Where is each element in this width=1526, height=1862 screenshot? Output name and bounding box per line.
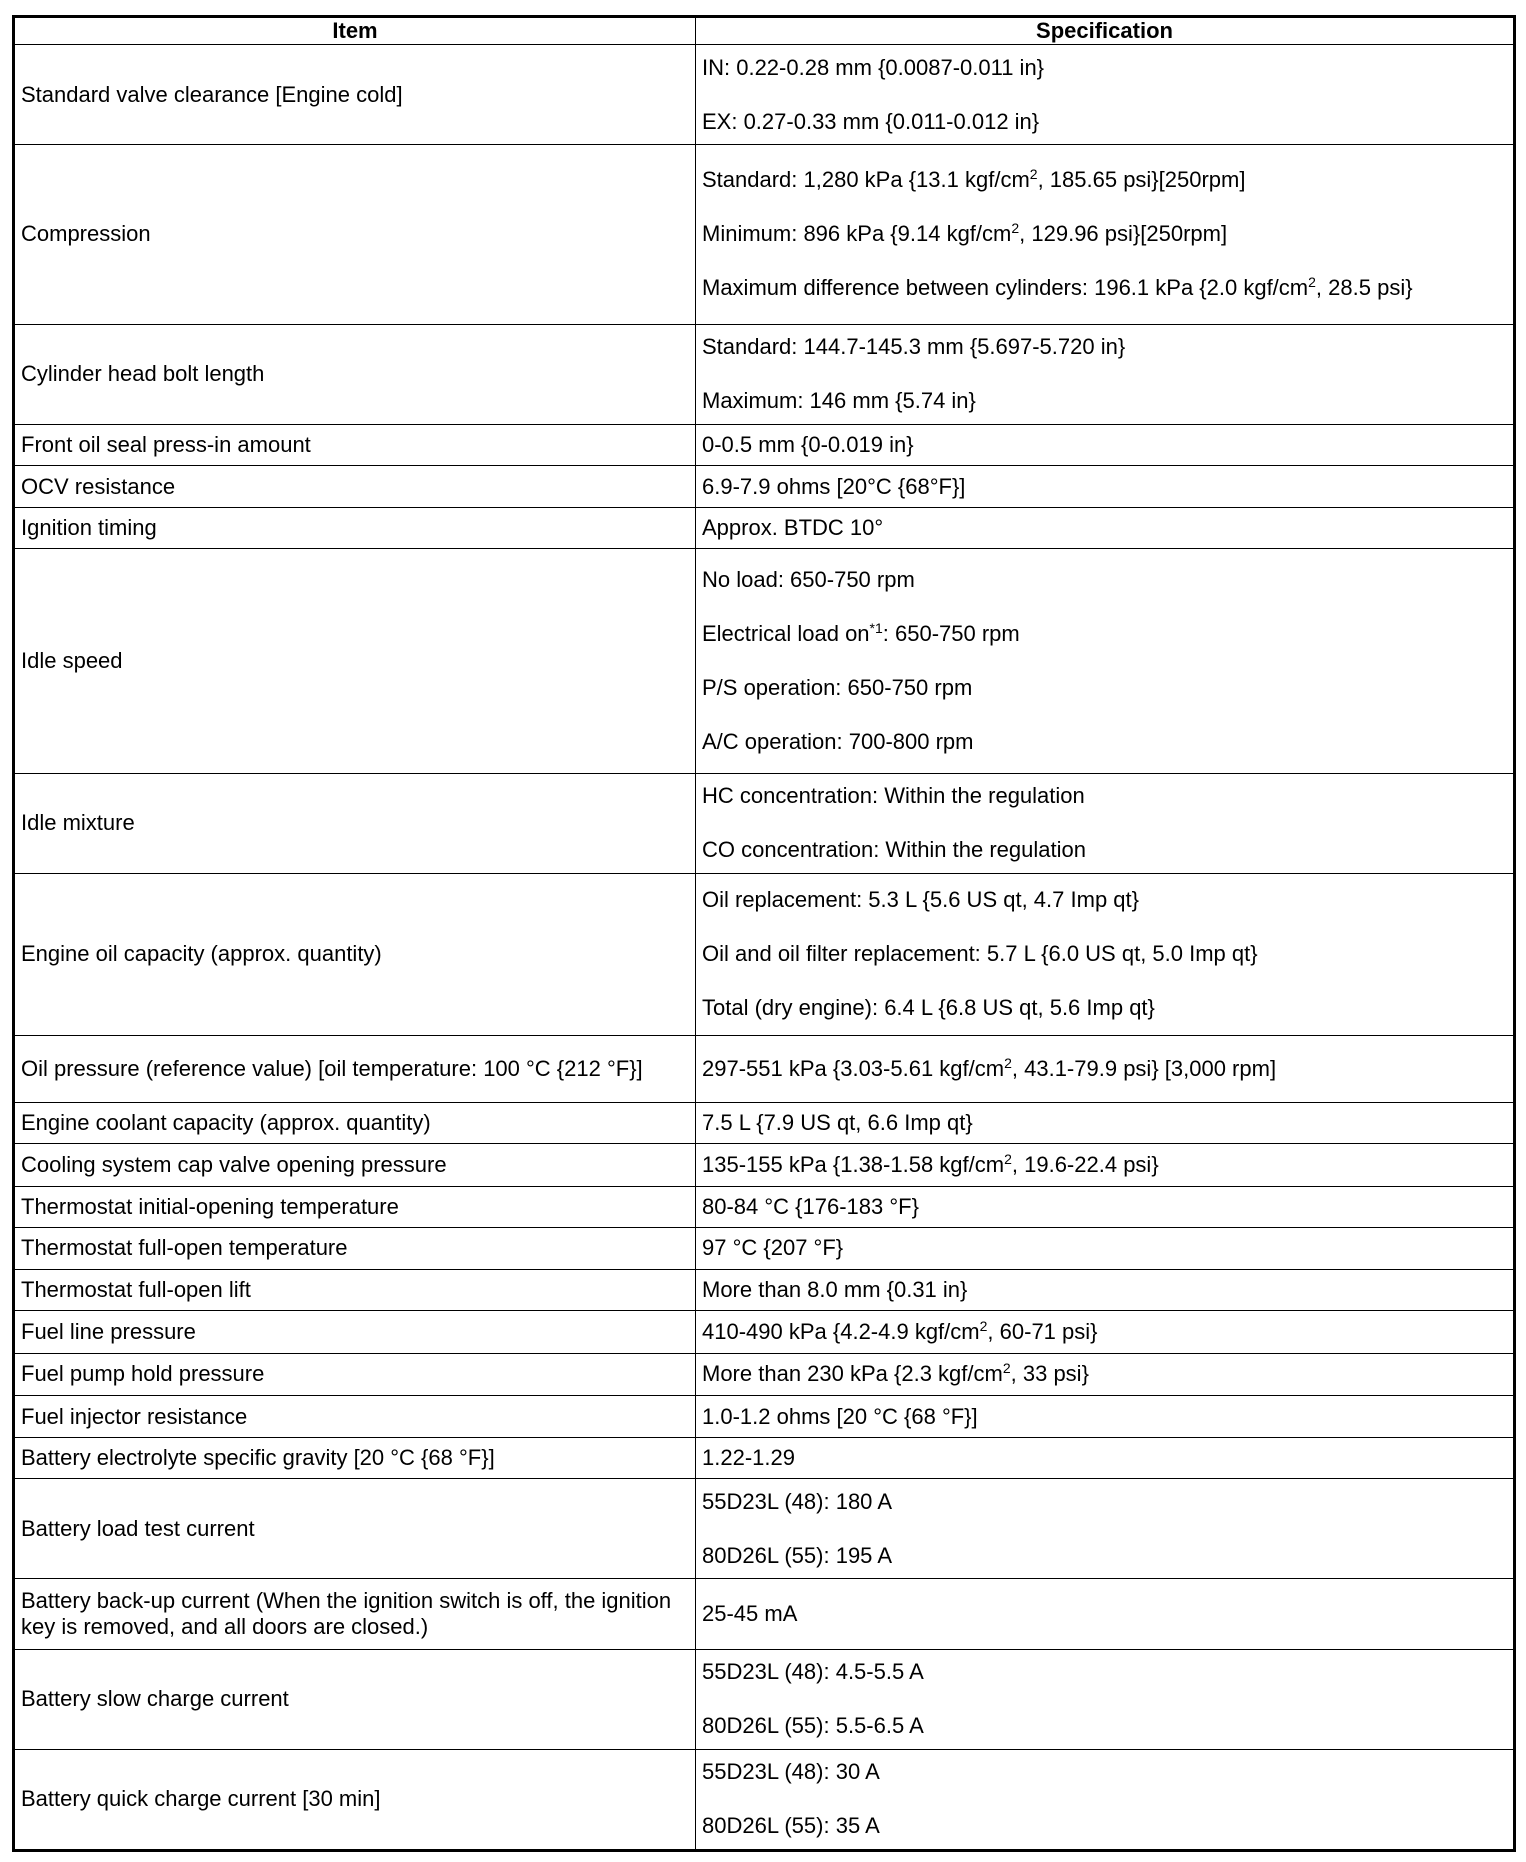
specification-text: A/C operation: 700-800 rpm bbox=[702, 728, 974, 754]
table-row bbox=[14, 1649, 1515, 1749]
item-cell: Fuel injector resistance bbox=[14, 1396, 696, 1437]
specification-line bbox=[702, 1445, 1507, 1471]
specification-line bbox=[702, 1601, 1507, 1627]
item-cell: Compression bbox=[14, 145, 696, 325]
specification-line bbox=[702, 474, 1507, 500]
table-row bbox=[14, 549, 1515, 773]
specification-cell bbox=[696, 1269, 1515, 1310]
specification-text: Oil and oil filter replacement: 5.7 L {6.0 US qt, 5.0 Imp qt} bbox=[702, 941, 1258, 967]
specification-line bbox=[702, 941, 1507, 967]
specification-text: 410-490 kPa {4.2-4.9 kgf/cm bbox=[702, 1318, 980, 1344]
specification-text: EX: 0.27-0.33 mm {0.011-0.012 in} bbox=[702, 108, 1040, 134]
specification-line bbox=[702, 1404, 1507, 1430]
superscript: 2 bbox=[1011, 220, 1020, 237]
table-row bbox=[14, 45, 1515, 145]
specification-column-header: Specification bbox=[696, 17, 1515, 45]
table-header-row bbox=[14, 17, 1515, 45]
specification-cell bbox=[696, 45, 1515, 145]
specification-line bbox=[702, 887, 1507, 913]
superscript: 2 bbox=[1029, 166, 1038, 183]
specification-line bbox=[702, 109, 1507, 135]
specification-line bbox=[702, 1110, 1507, 1136]
specification-text: , 33 psi} bbox=[1010, 1361, 1089, 1387]
specification-text: More than 230 kPa {2.3 kgf/cm bbox=[702, 1361, 1003, 1387]
superscript: 2 bbox=[1308, 274, 1316, 291]
specification-line bbox=[702, 1152, 1507, 1178]
item-cell: Fuel line pressure bbox=[14, 1311, 696, 1354]
table-row bbox=[14, 1144, 1515, 1187]
table-row bbox=[14, 1311, 1515, 1354]
item-cell: Engine coolant capacity (approx. quantity) bbox=[14, 1102, 696, 1143]
specification-line bbox=[702, 783, 1507, 809]
item-cell: Thermostat full-open temperature bbox=[14, 1228, 696, 1269]
specification-cell bbox=[696, 466, 1515, 507]
specification-line bbox=[702, 1319, 1507, 1345]
specification-text: 0-0.5 mm {0-0.019 in} bbox=[702, 432, 914, 458]
specification-text: , 19.6-22.4 psi} bbox=[1011, 1152, 1159, 1178]
specification-line bbox=[702, 1659, 1507, 1685]
table-row bbox=[14, 1228, 1515, 1269]
specification-text: , 60-71 psi} bbox=[987, 1318, 1098, 1344]
specification-line bbox=[702, 55, 1507, 81]
specification-text: , 185.65 psi}[250rpm] bbox=[1037, 167, 1246, 193]
specification-cell bbox=[696, 1579, 1515, 1649]
specification-line bbox=[702, 1056, 1507, 1082]
table-body bbox=[14, 45, 1515, 1851]
specification-cell bbox=[696, 324, 1515, 424]
item-cell: Engine oil capacity (approx. quantity) bbox=[14, 873, 696, 1035]
item-cell: Front oil seal press-in amount bbox=[14, 424, 696, 465]
specification-text: 80D26L (55): 195 A bbox=[702, 1542, 892, 1568]
specification-cell bbox=[696, 1036, 1515, 1103]
specification-line bbox=[702, 1713, 1507, 1739]
specification-line bbox=[702, 1813, 1507, 1839]
specification-text: More than 8.0 mm {0.31 in} bbox=[702, 1276, 968, 1302]
item-column-header: Item bbox=[14, 17, 696, 45]
specification-line bbox=[702, 729, 1507, 755]
specification-cell bbox=[696, 424, 1515, 465]
specification-text: 80D26L (55): 35 A bbox=[702, 1813, 880, 1839]
specification-cell bbox=[696, 1144, 1515, 1187]
specification-text: Standard: 144.7-145.3 mm {5.697-5.720 in} bbox=[702, 334, 1126, 360]
specification-text: Standard: 1,280 kPa {13.1 kgf/cm bbox=[702, 167, 1030, 193]
item-cell: Idle mixture bbox=[14, 773, 696, 873]
specification-text: 1.22-1.29 bbox=[702, 1444, 795, 1470]
table-row bbox=[14, 1579, 1515, 1649]
specification-text: 297-551 kPa {3.03-5.61 kgf/cm bbox=[702, 1055, 1005, 1081]
specification-cell bbox=[696, 1353, 1515, 1396]
specification-line bbox=[702, 1361, 1507, 1387]
specification-cell bbox=[696, 1311, 1515, 1354]
table-row bbox=[14, 466, 1515, 507]
item-cell: Battery load test current bbox=[14, 1479, 696, 1579]
specification-line bbox=[702, 621, 1507, 647]
specification-text: 80-84 °C {176-183 °F} bbox=[702, 1194, 919, 1220]
specification-table bbox=[12, 15, 1516, 1852]
specification-text: 55D23L (48): 180 A bbox=[702, 1488, 892, 1514]
specification-line bbox=[702, 167, 1507, 193]
superscript: 2 bbox=[979, 1317, 988, 1334]
item-cell: Cylinder head bolt length bbox=[14, 324, 696, 424]
specification-line bbox=[702, 275, 1507, 301]
specification-cell bbox=[696, 1479, 1515, 1579]
specification-text: Minimum: 896 kPa {9.14 kgf/cm bbox=[702, 221, 1012, 247]
specification-text: 135-155 kPa {1.38-1.58 kgf/cm bbox=[702, 1152, 1005, 1178]
item-cell: Thermostat initial-opening temperature bbox=[14, 1186, 696, 1227]
specification-text: 97 °C {207 °F} bbox=[702, 1235, 844, 1261]
superscript: 2 bbox=[1002, 1360, 1011, 1377]
specification-cell bbox=[696, 1228, 1515, 1269]
specification-text: CO concentration: Within the regulation bbox=[702, 837, 1086, 863]
table-row bbox=[14, 1269, 1515, 1310]
table-row bbox=[14, 773, 1515, 873]
specification-cell bbox=[696, 1396, 1515, 1437]
item-cell: Battery quick charge current [30 min] bbox=[14, 1749, 696, 1850]
item-cell: Thermostat full-open lift bbox=[14, 1269, 696, 1310]
table-row bbox=[14, 1102, 1515, 1143]
specification-cell bbox=[696, 1186, 1515, 1227]
specification-text: Oil replacement: 5.3 L {5.6 US qt, 4.7 Imp qt} bbox=[702, 887, 1139, 913]
specification-text: 7.5 L {7.9 US qt, 6.6 Imp qt} bbox=[702, 1110, 973, 1136]
specification-text: 55D23L (48): 4.5-5.5 A bbox=[702, 1659, 924, 1685]
superscript: 2 bbox=[1004, 1054, 1012, 1071]
specification-text: , 28.5 psi} bbox=[1315, 275, 1413, 301]
specification-cell bbox=[696, 1102, 1515, 1143]
specification-line bbox=[702, 567, 1507, 593]
specification-text: P/S operation: 650-750 rpm bbox=[702, 674, 973, 700]
specification-cell bbox=[696, 773, 1515, 873]
table-row bbox=[14, 1353, 1515, 1396]
table-row bbox=[14, 324, 1515, 424]
table-row bbox=[14, 1186, 1515, 1227]
specification-text: : 650-750 rpm bbox=[882, 620, 1020, 646]
table-row bbox=[14, 424, 1515, 465]
item-cell: Battery back-up current (When the ignition switch is off, the ignition key is removed, and all doors are closed.) bbox=[14, 1579, 696, 1649]
specification-cell bbox=[696, 1749, 1515, 1850]
specification-text: 55D23L (48): 30 A bbox=[702, 1759, 880, 1785]
specification-text: Total (dry engine): 6.4 L {6.8 US qt, 5.6 Imp qt} bbox=[702, 995, 1155, 1021]
table-row bbox=[14, 1749, 1515, 1850]
specification-cell bbox=[696, 1649, 1515, 1749]
superscript: 2 bbox=[1004, 1151, 1012, 1168]
specification-line bbox=[702, 334, 1507, 360]
item-cell: Cooling system cap valve opening pressure bbox=[14, 1144, 696, 1187]
specification-line bbox=[702, 515, 1507, 541]
specification-cell bbox=[696, 145, 1515, 325]
specification-cell bbox=[696, 1437, 1515, 1478]
specification-text: Maximum: 146 mm {5.74 in} bbox=[702, 388, 976, 414]
specification-line bbox=[702, 1235, 1507, 1261]
specification-text: 1.0-1.2 ohms [20 °C {68 °F}] bbox=[702, 1403, 978, 1429]
specification-text: Maximum difference between cylinders: 196.1 kPa {2.0 kgf/cm bbox=[702, 275, 1309, 301]
specification-text: , 43.1-79.9 psi} [3,000 rpm] bbox=[1011, 1055, 1277, 1081]
specification-text: HC concentration: Within the regulation bbox=[702, 783, 1085, 809]
specification-line bbox=[702, 1759, 1507, 1785]
table-row bbox=[14, 145, 1515, 325]
table-row bbox=[14, 1437, 1515, 1478]
item-cell: Oil pressure (reference value) [oil temperature: 100 °C {212 °F}] bbox=[14, 1036, 696, 1103]
specification-text: IN: 0.22-0.28 mm {0.0087-0.011 in} bbox=[702, 54, 1045, 80]
specification-line bbox=[702, 221, 1507, 247]
table-row bbox=[14, 1479, 1515, 1579]
item-cell: Battery electrolyte specific gravity [20 °C {68 °F}] bbox=[14, 1437, 696, 1478]
specification-line bbox=[702, 388, 1507, 414]
specification-line bbox=[702, 1277, 1507, 1303]
table-row bbox=[14, 1036, 1515, 1103]
specification-line bbox=[702, 432, 1507, 458]
specification-text: , 129.96 psi}[250rpm] bbox=[1019, 221, 1228, 247]
table-row bbox=[14, 507, 1515, 548]
specification-text: 25-45 mA bbox=[702, 1600, 798, 1626]
specification-line bbox=[702, 1489, 1507, 1515]
specification-line bbox=[702, 675, 1507, 701]
specification-cell bbox=[696, 507, 1515, 548]
table-row bbox=[14, 873, 1515, 1035]
specification-text: Approx. BTDC 10° bbox=[702, 514, 884, 540]
specification-text: No load: 650-750 rpm bbox=[702, 566, 915, 592]
specification-line bbox=[702, 837, 1507, 863]
item-cell: Ignition timing bbox=[14, 507, 696, 548]
specification-line bbox=[702, 1194, 1507, 1220]
item-cell: Standard valve clearance [Engine cold] bbox=[14, 45, 696, 145]
specification-text: Electrical load on bbox=[702, 620, 870, 646]
specification-line bbox=[702, 995, 1507, 1021]
specification-text: 80D26L (55): 5.5-6.5 A bbox=[702, 1713, 924, 1739]
item-cell: Battery slow charge current bbox=[14, 1649, 696, 1749]
specification-line bbox=[702, 1543, 1507, 1569]
specification-text: 6.9-7.9 ohms [20°C {68°F}] bbox=[702, 473, 966, 499]
specification-cell bbox=[696, 549, 1515, 773]
item-cell: Idle speed bbox=[14, 549, 696, 773]
superscript: *1 bbox=[869, 619, 883, 636]
specification-cell bbox=[696, 873, 1515, 1035]
item-cell: Fuel pump hold pressure bbox=[14, 1353, 696, 1396]
item-cell: OCV resistance bbox=[14, 466, 696, 507]
table-row bbox=[14, 1396, 1515, 1437]
